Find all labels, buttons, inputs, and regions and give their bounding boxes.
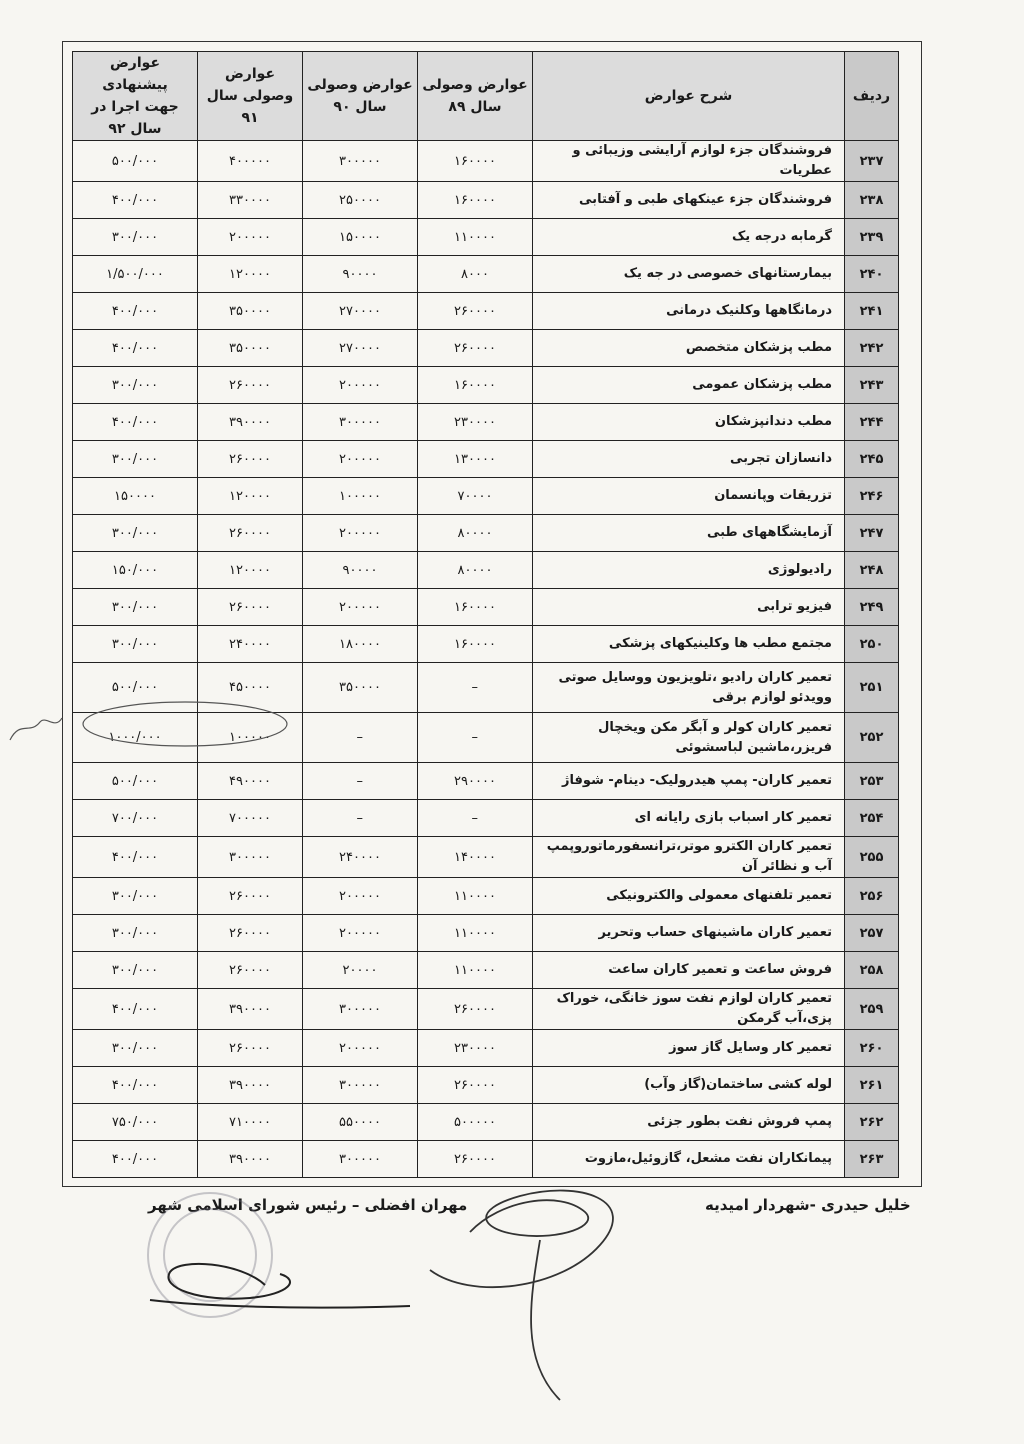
table-header-row <box>73 52 899 141</box>
mayor-signature-label: خلیل حیدری -شهردار امیدیه <box>705 1196 911 1214</box>
year-92-cell: ۱۵۰۰۰۰ <box>73 478 198 515</box>
description-cell: تعمیر کاران الکترو موتر،ترانسفورماتوروپمپ آب و نظائر آن <box>533 837 845 878</box>
description-cell: مجتمع مطب ها وکلینیکهای پزشکی <box>533 626 845 663</box>
table-row <box>73 663 899 713</box>
table-row <box>73 219 899 256</box>
table-row <box>73 989 899 1030</box>
row-number-cell: ۲۵۱ <box>845 663 899 713</box>
year-92-cell: ۵۰۰/۰۰۰ <box>73 663 198 713</box>
row-number-cell: ۲۶۱ <box>845 1067 899 1104</box>
year-91-cell: ۱۲۰۰۰۰ <box>198 552 303 589</box>
year-90-cell: ۳۰۰۰۰۰ <box>303 1067 418 1104</box>
year-89-cell: ۲۳۰۰۰۰ <box>418 1030 533 1067</box>
year-90-cell: ۲۰۰۰۰۰ <box>303 515 418 552</box>
year-92-cell: ۳۰۰/۰۰۰ <box>73 441 198 478</box>
row-number-cell: ۲۵۴ <box>845 800 899 837</box>
year-90-cell: ۲۷۰۰۰۰ <box>303 293 418 330</box>
year-92-cell: ۱۰۰۰/۰۰۰ <box>73 713 198 763</box>
row-number-cell: ۲۵۹ <box>845 989 899 1030</box>
year-92-cell: ۴۰۰/۰۰۰ <box>73 1067 198 1104</box>
year-89-cell: ۱۳۰۰۰۰ <box>418 441 533 478</box>
year-90-cell: ۲۵۰۰۰۰ <box>303 182 418 219</box>
year-89-cell: ۱۶۰۰۰۰ <box>418 626 533 663</box>
row-number-cell: ۲۵۸ <box>845 952 899 989</box>
row-number-cell: ۲۴۶ <box>845 478 899 515</box>
table-row <box>73 552 899 589</box>
year-90-cell: ۲۴۰۰۰۰ <box>303 837 418 878</box>
year-92-cell: ۴۰۰/۰۰۰ <box>73 837 198 878</box>
description-cell: مطب پزشکان متخصص <box>533 330 845 367</box>
year-89-cell: ۱۶۰۰۰۰ <box>418 182 533 219</box>
year-89-cell: ۲۶۰۰۰۰ <box>418 330 533 367</box>
year-91-cell: ۴۰۰۰۰۰ <box>198 141 303 182</box>
year-92-cell: ۵۰۰/۰۰۰ <box>73 141 198 182</box>
table-row <box>73 763 899 800</box>
row-number-cell: ۲۳۹ <box>845 219 899 256</box>
table-row <box>73 713 899 763</box>
row-number-cell: ۲۵۲ <box>845 713 899 763</box>
year-91-cell: ۱۰۰۰۰۰ <box>198 713 303 763</box>
year-91-cell: ۲۶۰۰۰۰ <box>198 367 303 404</box>
year-90-cell: ۹۰۰۰۰ <box>303 256 418 293</box>
table-row <box>73 367 899 404</box>
year-89-cell: ۷۰۰۰۰ <box>418 478 533 515</box>
year-89-cell: ۱۶۰۰۰۰ <box>418 589 533 626</box>
year-90-cell: ۹۰۰۰۰ <box>303 552 418 589</box>
year-92-cell: ۳۰۰/۰۰۰ <box>73 515 198 552</box>
year-91-cell: ۴۹۰۰۰۰ <box>198 763 303 800</box>
year-89-cell: ۸۰۰۰۰ <box>418 552 533 589</box>
council-head-signature <box>150 1264 410 1308</box>
year-89-cell: ۲۹۰۰۰۰ <box>418 763 533 800</box>
year-91-cell: ۲۶۰۰۰۰ <box>198 589 303 626</box>
year-89-cell: ۱۶۰۰۰۰ <box>418 141 533 182</box>
row-number-cell: ۲۵۰ <box>845 626 899 663</box>
description-cell: آزمایشگاههای طبی <box>533 515 845 552</box>
description-cell: پمپ فروش نفت بطور جزئی <box>533 1104 845 1141</box>
year-92-cell: ۴۰۰/۰۰۰ <box>73 1141 198 1178</box>
table-row <box>73 800 899 837</box>
description-cell: تعمیر کاران کولر و آبگر مکن ویخچال فریزر،ماشین لباسشوئی <box>533 713 845 763</box>
year-90-cell: ۳۰۰۰۰۰ <box>303 141 418 182</box>
year-91-cell: ۲۶۰۰۰۰ <box>198 441 303 478</box>
description-cell: تعمیر کاران لوازم نفت سوز خانگی، خوراک پزی،آب گرمکن <box>533 989 845 1030</box>
description-cell: گرمابه درجه یک <box>533 219 845 256</box>
year-90-cell: – <box>303 763 418 800</box>
row-number-cell: ۲۴۱ <box>845 293 899 330</box>
row-number-cell: ۲۶۰ <box>845 1030 899 1067</box>
year-91-cell: ۲۰۰۰۰۰ <box>198 219 303 256</box>
year-92-cell: ۴۰۰/۰۰۰ <box>73 330 198 367</box>
mayor-signature <box>430 1191 613 1400</box>
row-number-cell: ۲۵۳ <box>845 763 899 800</box>
year-92-cell: ۴۰۰/۰۰۰ <box>73 989 198 1030</box>
year-90-cell: ۲۷۰۰۰۰ <box>303 330 418 367</box>
year-90-cell: ۲۰۰۰۰ <box>303 952 418 989</box>
table-row <box>73 1141 899 1178</box>
description-cell: فروشندگان جزء لوازم آرایشی وزیبائی و عطریات <box>533 141 845 182</box>
year-91-cell: ۴۵۰۰۰۰ <box>198 663 303 713</box>
description-cell: تزریقات وپانسمان <box>533 478 845 515</box>
table-row <box>73 952 899 989</box>
table-row <box>73 441 899 478</box>
year-90-cell: ۳۰۰۰۰۰ <box>303 404 418 441</box>
year-90-cell: ۱۵۰۰۰۰ <box>303 219 418 256</box>
description-cell: فروشندگان جزء عینکهای طبی و آفتابی <box>533 182 845 219</box>
year-92-cell: ۳۰۰/۰۰۰ <box>73 589 198 626</box>
year-89-cell: ۱۱۰۰۰۰ <box>418 952 533 989</box>
table-row <box>73 878 899 915</box>
year-90-cell: ۱۰۰۰۰۰ <box>303 478 418 515</box>
year-90-cell: ۲۰۰۰۰۰ <box>303 589 418 626</box>
year-91-cell: ۱۲۰۰۰۰ <box>198 256 303 293</box>
year-90-cell: ۵۵۰۰۰۰ <box>303 1104 418 1141</box>
fee-table <box>72 51 899 1178</box>
row-number-cell: ۲۳۸ <box>845 182 899 219</box>
year-89-cell: ۱۶۰۰۰۰ <box>418 367 533 404</box>
year-91-cell: ۳۹۰۰۰۰ <box>198 1067 303 1104</box>
year-90-cell: ۲۰۰۰۰۰ <box>303 367 418 404</box>
description-cell: رادیولوژی <box>533 552 845 589</box>
year-90-cell: ۱۸۰۰۰۰ <box>303 626 418 663</box>
year-91-cell: ۳۰۰۰۰۰ <box>198 837 303 878</box>
year-92-cell: ۱۵۰/۰۰۰ <box>73 552 198 589</box>
year-91-cell: ۳۵۰۰۰۰ <box>198 330 303 367</box>
year-92-cell: ۳۰۰/۰۰۰ <box>73 915 198 952</box>
year-89-cell: ۸۰۰۰۰ <box>418 515 533 552</box>
description-cell: تعمیر کاران ماشینهای حساب وتحریر <box>533 915 845 952</box>
table-row <box>73 256 899 293</box>
table-row <box>73 626 899 663</box>
year-91-cell: ۳۵۰۰۰۰ <box>198 293 303 330</box>
table-row <box>73 1067 899 1104</box>
year-90-cell: ۳۰۰۰۰۰ <box>303 989 418 1030</box>
table-row <box>73 330 899 367</box>
year-91-cell: ۲۶۰۰۰۰ <box>198 515 303 552</box>
year-90-cell: ۲۰۰۰۰۰ <box>303 878 418 915</box>
description-cell: تعمیر تلفنهای معمولی والکترونیکی <box>533 878 845 915</box>
year-89-cell: – <box>418 713 533 763</box>
year-89-cell: – <box>418 663 533 713</box>
row-number-cell: ۲۴۷ <box>845 515 899 552</box>
year-92-cell: ۳۰۰/۰۰۰ <box>73 1030 198 1067</box>
description-cell: مطب پزشکان عمومی <box>533 367 845 404</box>
year-90-cell: ۳۰۰۰۰۰ <box>303 1141 418 1178</box>
description-cell: تعمیر کاران رادیو ،تلویزیون ووسایل صوتی وویدئو لوازم برقی <box>533 663 845 713</box>
year-90-cell: – <box>303 713 418 763</box>
council-head-signature-label: مهران افضلی – رئیس شورای اسلامی شهر <box>148 1196 468 1214</box>
row-number-cell: ۲۳۷ <box>845 141 899 182</box>
table-row <box>73 589 899 626</box>
row-number-cell: ۲۵۷ <box>845 915 899 952</box>
header-year-90: عوارض وصولی سال ۹۰ <box>303 52 418 141</box>
description-cell: فیزیو ترابی <box>533 589 845 626</box>
description-cell: مطب دندانپزشکان <box>533 404 845 441</box>
table-row <box>73 404 899 441</box>
row-number-cell: ۲۴۳ <box>845 367 899 404</box>
header-row-number: ردیف <box>845 52 899 141</box>
year-91-cell: ۲۶۰۰۰۰ <box>198 878 303 915</box>
description-cell: لوله کشی ساختمان(گاز وآب) <box>533 1067 845 1104</box>
table-row <box>73 478 899 515</box>
year-89-cell: ۲۶۰۰۰۰ <box>418 989 533 1030</box>
year-91-cell: ۷۰۰۰۰۰ <box>198 800 303 837</box>
year-92-cell: ۷۰۰/۰۰۰ <box>73 800 198 837</box>
year-92-cell: ۱/۵۰۰/۰۰۰ <box>73 256 198 293</box>
row-number-cell: ۲۵۵ <box>845 837 899 878</box>
year-92-cell: ۳۰۰/۰۰۰ <box>73 878 198 915</box>
margin-scribble <box>10 718 62 740</box>
description-cell: بیمارستانهای خصوصی در جه یک <box>533 256 845 293</box>
description-cell: تعمیر کاران- پمپ هیدرولیک- دینام- شوفاژ <box>533 763 845 800</box>
year-91-cell: ۲۶۰۰۰۰ <box>198 952 303 989</box>
row-number-cell: ۲۴۸ <box>845 552 899 589</box>
year-91-cell: ۳۹۰۰۰۰ <box>198 404 303 441</box>
description-cell: پیمانکاران نفت مشعل، گازوئیل،مازوت <box>533 1141 845 1178</box>
row-number-cell: ۲۴۰ <box>845 256 899 293</box>
header-description: شرح عوارض <box>533 52 845 141</box>
year-89-cell: ۲۶۰۰۰۰ <box>418 293 533 330</box>
table-row <box>73 837 899 878</box>
year-89-cell: ۸۰۰۰ <box>418 256 533 293</box>
year-89-cell: ۱۱۰۰۰۰ <box>418 219 533 256</box>
header-year-89: عوارض وصولی سال ۸۹ <box>418 52 533 141</box>
year-92-cell: ۷۵۰/۰۰۰ <box>73 1104 198 1141</box>
year-89-cell: ۱۴۰۰۰۰ <box>418 837 533 878</box>
year-92-cell: ۳۰۰/۰۰۰ <box>73 952 198 989</box>
year-92-cell: ۴۰۰/۰۰۰ <box>73 404 198 441</box>
year-91-cell: ۳۳۰۰۰۰ <box>198 182 303 219</box>
year-89-cell: – <box>418 800 533 837</box>
year-91-cell: ۲۴۰۰۰۰ <box>198 626 303 663</box>
table-row <box>73 293 899 330</box>
year-90-cell: ۲۰۰۰۰۰ <box>303 1030 418 1067</box>
table-row <box>73 1104 899 1141</box>
table-row <box>73 141 899 182</box>
year-92-cell: ۵۰۰/۰۰۰ <box>73 763 198 800</box>
description-cell: دانسازان تجربی <box>533 441 845 478</box>
table-row <box>73 515 899 552</box>
year-90-cell: – <box>303 800 418 837</box>
year-89-cell: ۲۶۰۰۰۰ <box>418 1141 533 1178</box>
row-number-cell: ۲۴۵ <box>845 441 899 478</box>
year-91-cell: ۷۱۰۰۰۰ <box>198 1104 303 1141</box>
description-cell: درمانگاهها وکلنیک درمانی <box>533 293 845 330</box>
year-92-cell: ۳۰۰/۰۰۰ <box>73 367 198 404</box>
year-92-cell: ۴۰۰/۰۰۰ <box>73 293 198 330</box>
year-91-cell: ۲۶۰۰۰۰ <box>198 915 303 952</box>
year-90-cell: ۳۵۰۰۰۰ <box>303 663 418 713</box>
year-91-cell: ۳۹۰۰۰۰ <box>198 1141 303 1178</box>
year-89-cell: ۱۱۰۰۰۰ <box>418 878 533 915</box>
year-91-cell: ۲۶۰۰۰۰ <box>198 1030 303 1067</box>
row-number-cell: ۲۴۴ <box>845 404 899 441</box>
year-89-cell: ۱۱۰۰۰۰ <box>418 915 533 952</box>
year-91-cell: ۱۲۰۰۰۰ <box>198 478 303 515</box>
row-number-cell: ۲۶۲ <box>845 1104 899 1141</box>
row-number-cell: ۲۴۲ <box>845 330 899 367</box>
year-89-cell: ۲۶۰۰۰۰ <box>418 1067 533 1104</box>
year-92-cell: ۴۰۰/۰۰۰ <box>73 182 198 219</box>
year-90-cell: ۲۰۰۰۰۰ <box>303 441 418 478</box>
description-cell: تعمیر کار وسایل گاز سوز <box>533 1030 845 1067</box>
table-row <box>73 182 899 219</box>
row-number-cell: ۲۶۳ <box>845 1141 899 1178</box>
description-cell: فروش ساعت و تعمیر کاران ساعت <box>533 952 845 989</box>
table-row <box>73 915 899 952</box>
year-89-cell: ۲۳۰۰۰۰ <box>418 404 533 441</box>
year-89-cell: ۵۰۰۰۰۰ <box>418 1104 533 1141</box>
header-year-92-proposed: عوارض پیشنهادی جهت اجرا در سال ۹۲ <box>73 52 198 141</box>
row-number-cell: ۲۵۶ <box>845 878 899 915</box>
year-90-cell: ۲۰۰۰۰۰ <box>303 915 418 952</box>
header-year-91: عوارض وصولی سال ۹۱ <box>198 52 303 141</box>
description-cell: تعمیر کار اسباب بازی رایانه ای <box>533 800 845 837</box>
year-91-cell: ۳۹۰۰۰۰ <box>198 989 303 1030</box>
year-92-cell: ۳۰۰/۰۰۰ <box>73 626 198 663</box>
row-number-cell: ۲۴۹ <box>845 589 899 626</box>
year-92-cell: ۳۰۰/۰۰۰ <box>73 219 198 256</box>
table-row <box>73 1030 899 1067</box>
